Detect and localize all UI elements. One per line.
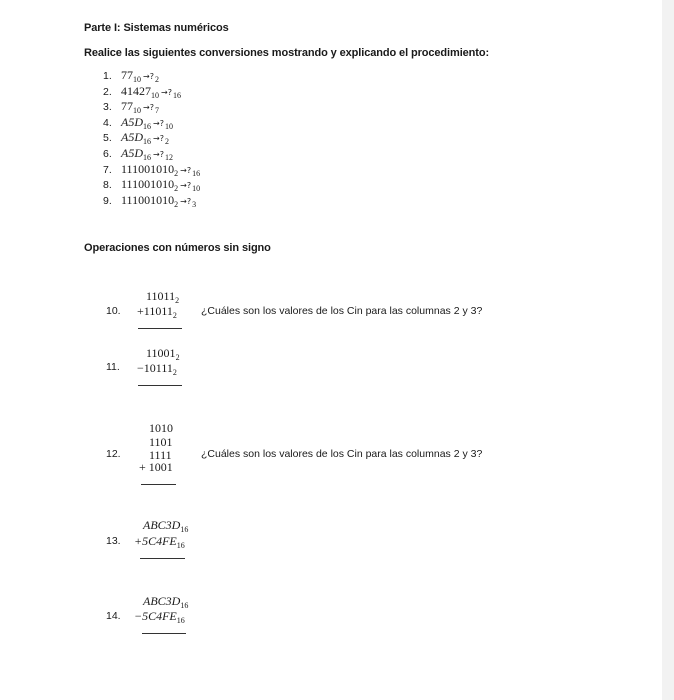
- arrow-icon: →?: [161, 87, 172, 97]
- conversion-item: [103, 99, 200, 115]
- item-number: 6.: [103, 147, 112, 160]
- operation-number: 12.: [106, 448, 121, 460]
- item-number: 2.: [103, 85, 112, 98]
- source-value: 77: [121, 68, 133, 82]
- arrow-icon: →?: [143, 72, 154, 81]
- source-base: 16: [143, 152, 151, 162]
- result-line: [140, 558, 185, 559]
- conversion-expression: [121, 193, 196, 207]
- operand-a: $11011_2$: [146, 289, 180, 305]
- operand-row: + 1001: [139, 460, 173, 474]
- operation-number: 13.: [106, 535, 121, 547]
- conversion-expression: [121, 115, 173, 129]
- conversion-item: [103, 115, 200, 131]
- source-value: A5D: [121, 114, 143, 129]
- operand-a: $11001_2$: [146, 346, 180, 362]
- cin-question: ¿Cuáles son los valores de los Cin para las columnas 2 y 3?: [201, 448, 483, 460]
- source-value: 77: [121, 99, 133, 114]
- source-base: 16: [143, 137, 151, 147]
- target-base: 12: [164, 152, 173, 162]
- arrow-icon: →?: [180, 165, 192, 175]
- target-base: 16: [192, 168, 201, 178]
- arrow-icon: →?: [153, 149, 164, 159]
- operand-row: 1010: [149, 421, 173, 435]
- operand-b: $-5C4FE_{16}$: [134, 609, 185, 625]
- source-value: 41427: [121, 83, 151, 98]
- conversion-expression: [121, 177, 201, 194]
- operation-number: 10.: [106, 305, 121, 317]
- source-value: 111001010: [121, 177, 175, 192]
- target-base: 16: [172, 90, 181, 100]
- item-number: 4.: [103, 116, 112, 129]
- item-number: 9.: [103, 194, 112, 207]
- source-base: 10: [133, 75, 141, 84]
- conversion-item: [103, 177, 200, 193]
- source-base: 2: [174, 184, 179, 194]
- result-line: [138, 385, 182, 386]
- conversion-expression: [121, 99, 159, 116]
- item-number: 3.: [103, 101, 112, 114]
- instructions: Realice las siguientes conversiones mostrando y explicando el procedimiento:: [84, 47, 490, 59]
- part-title: Parte I: Sistemas numéricos: [84, 22, 229, 34]
- target-base: 10: [164, 121, 173, 131]
- operation-number: 14.: [106, 610, 121, 622]
- result-line: [142, 633, 186, 634]
- operand-row: 1111: [149, 448, 172, 462]
- result-line: [138, 328, 182, 329]
- conversion-item: [103, 130, 200, 146]
- conversion-list: [103, 68, 200, 208]
- target-base: 7: [154, 106, 159, 116]
- source-base: 10: [151, 90, 159, 100]
- item-number: 8.: [103, 179, 112, 192]
- conversion-item: [103, 162, 200, 178]
- source-base: 2: [174, 199, 179, 209]
- section-title: Operaciones con números sin signo: [84, 242, 271, 254]
- conversion-expression: [121, 84, 181, 98]
- conversion-item: [103, 146, 200, 162]
- target-base: 2: [154, 75, 159, 84]
- operand-row: 1101: [149, 435, 173, 449]
- conversion-expression: [121, 68, 159, 82]
- source-value: A5D: [121, 130, 143, 145]
- source-value: 111001010: [121, 161, 175, 176]
- item-number: 1.: [103, 70, 112, 82]
- target-base: 2: [164, 137, 169, 147]
- item-number: 5.: [103, 132, 112, 145]
- operand-a: $ABC3D_{16}$: [143, 518, 189, 534]
- item-number: 7.: [103, 163, 112, 176]
- conversion-item: [103, 68, 200, 84]
- source-base: 16: [143, 121, 151, 131]
- arrow-icon: →?: [180, 196, 192, 206]
- conversion-item: [103, 84, 200, 100]
- result-line: [141, 484, 176, 485]
- source-base: 10: [133, 106, 141, 116]
- operand-b: $-10111_2$: [137, 361, 177, 377]
- operand-b: $+11011_2$: [137, 304, 177, 320]
- source-value: A5D: [121, 145, 143, 160]
- source-value: 111001010: [121, 192, 175, 207]
- operation-number: 11.: [106, 361, 120, 373]
- operand-a: $ABC3D_{16}$: [143, 594, 189, 610]
- arrow-icon: →?: [153, 134, 164, 144]
- conversion-expression: [121, 162, 200, 176]
- cin-question: ¿Cuáles son los valores de los Cin para las columnas 2 y 3?: [201, 305, 483, 317]
- conversion-item: [103, 193, 200, 209]
- arrow-icon: →?: [180, 181, 192, 191]
- target-base: 10: [192, 184, 201, 194]
- arrow-icon: →?: [153, 118, 164, 128]
- arrow-icon: →?: [143, 103, 154, 113]
- target-base: 3: [192, 199, 197, 209]
- conversion-expression: [121, 146, 173, 160]
- source-base: 2: [174, 168, 179, 178]
- conversion-expression: [121, 130, 169, 147]
- operand-b: $+5C4FE_{16}$: [134, 534, 185, 550]
